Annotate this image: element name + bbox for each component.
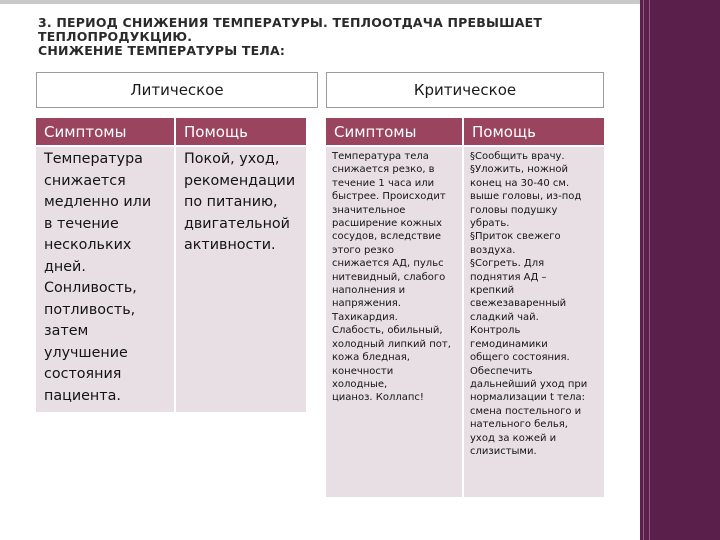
critical-help-line: головы подушку [470, 204, 558, 216]
title-line-3: СНИЖЕНИЕ ТЕМПЕРАТУРЫ ТЕЛА: [38, 43, 286, 58]
critical-help-line: смена постельного и [470, 405, 582, 417]
critical-symptoms-line: напряжения. [332, 298, 401, 310]
top-rule [0, 0, 720, 4]
critical-help-line: §Сообщить врачу. [470, 151, 565, 162]
lytic-help-line: по питанию, [184, 194, 278, 210]
lytic-symptoms-head: Симптомы [36, 118, 174, 145]
lytic-help-line: двигательной [184, 215, 290, 232]
critical-symptoms-line: сосудов, вследствие [332, 231, 442, 243]
critical-help-head: Помощь [464, 118, 604, 145]
critical-symptoms-line: течение 1 часа или [332, 177, 435, 189]
critical-symptoms-head: Симптомы [326, 118, 462, 145]
lytic-symptoms-line: затем [44, 323, 89, 339]
title-line-1: 3. ПЕРИОД СНИЖЕНИЯ ТЕМПЕРАТУРЫ. ТЕПЛООТДАЧА ПРЕВЫШАЕТ [38, 15, 543, 30]
critical-help-line: общего состояния. [470, 352, 570, 364]
critical-help-line: Контроль [470, 325, 521, 337]
lytic-symptoms-line: Сонливость, [44, 280, 137, 296]
lytic-symptoms-line: снижается [44, 172, 126, 189]
critical-symptoms-line: Температура тела [332, 151, 429, 162]
critical-help-line: §Уложить, ножной [470, 164, 569, 176]
critical-help-line: §Приток свежего [470, 231, 561, 243]
critical-help-line: убрать. [470, 218, 510, 230]
decorative-side-line [643, 0, 644, 540]
decorative-side-panel [640, 0, 720, 540]
critical-help-line: уход за кожей и [470, 432, 557, 444]
critical-help-line: конец на 30-40 см. [470, 177, 570, 189]
lytic-help-head: Помощь [176, 118, 306, 145]
lytic-header: Литическое [36, 72, 318, 108]
critical-symptoms-line: Слабость, обильный, [332, 325, 443, 337]
critical-symptoms-cell [326, 147, 462, 497]
lytic-symptoms-line: пациента. [44, 387, 121, 404]
critical-help-line: поднятия АД – [470, 271, 547, 283]
critical-symptoms-line: кожа бледная, [332, 352, 410, 364]
critical-header: Критическое [326, 72, 604, 108]
critical-help-line: сладкий чай. [470, 311, 539, 323]
slide-title [38, 16, 598, 58]
critical-symptoms-line: холодный липкий пот, [332, 338, 451, 350]
critical-help-line: Обеспечить [470, 365, 533, 377]
lytic-help-line: Покой, уход, [184, 151, 280, 167]
critical-help-line: нормализации t тела: [470, 392, 585, 404]
lytic-symptoms-line: дней. [44, 258, 86, 275]
critical-help-line: гемодинамики [470, 338, 548, 350]
critical-symptoms-line: снижается АД, пульс [332, 258, 444, 270]
critical-symptoms-line: снижается резко, в [332, 164, 435, 176]
lytic-help-cell [176, 147, 306, 412]
critical-symptoms-line: быстрее. Происходит [332, 191, 446, 203]
critical-help-line: §Согреть. Для [470, 258, 545, 270]
critical-help-line: свежезаваренный [470, 298, 567, 310]
lytic-symptoms-line: Температура [44, 151, 143, 167]
lytic-symptoms-cell [36, 147, 174, 412]
critical-help-line: крепкий [470, 285, 515, 297]
critical-symptoms-line: расширение кожных [332, 218, 443, 230]
critical-symptoms-line: холодные, [332, 378, 388, 390]
decorative-side-line [649, 0, 650, 540]
lytic-symptoms-line: в течение [44, 215, 119, 232]
critical-help-line: воздуха. [470, 244, 516, 256]
lytic-symptoms-line: состояния [44, 366, 122, 382]
lytic-symptoms-line: медленно или [44, 194, 152, 210]
critical-help-line: нательного белья, [470, 419, 568, 431]
lytic-help-line: рекомендации [184, 172, 296, 189]
critical-symptoms-line: этого резко [332, 244, 394, 256]
critical-help-cell [464, 147, 604, 497]
critical-symptoms-line: конечности [332, 365, 394, 377]
critical-help-line: дальнейший уход при [470, 378, 588, 390]
critical-symptoms-line: значительное [332, 204, 406, 216]
critical-help-line: выше головы, из-под [470, 191, 582, 203]
critical-symptoms-line: нитевидный, слабого [332, 271, 446, 283]
lytic-symptoms-line: улучшение [44, 344, 128, 361]
critical-symptoms-line: цианоз. Коллапс! [332, 392, 424, 404]
critical-help-line: слизистыми. [470, 445, 537, 457]
critical-symptoms-line: наполнения и [332, 285, 406, 297]
lytic-help-line: активности. [184, 237, 276, 253]
lytic-symptoms-line: потливость, [44, 301, 136, 318]
critical-symptoms-line: Тахикардия. [332, 311, 398, 323]
lytic-symptoms-line: нескольких [44, 237, 132, 253]
title-line-2: ТЕПЛОПРОДУКЦИЮ. [38, 29, 193, 44]
